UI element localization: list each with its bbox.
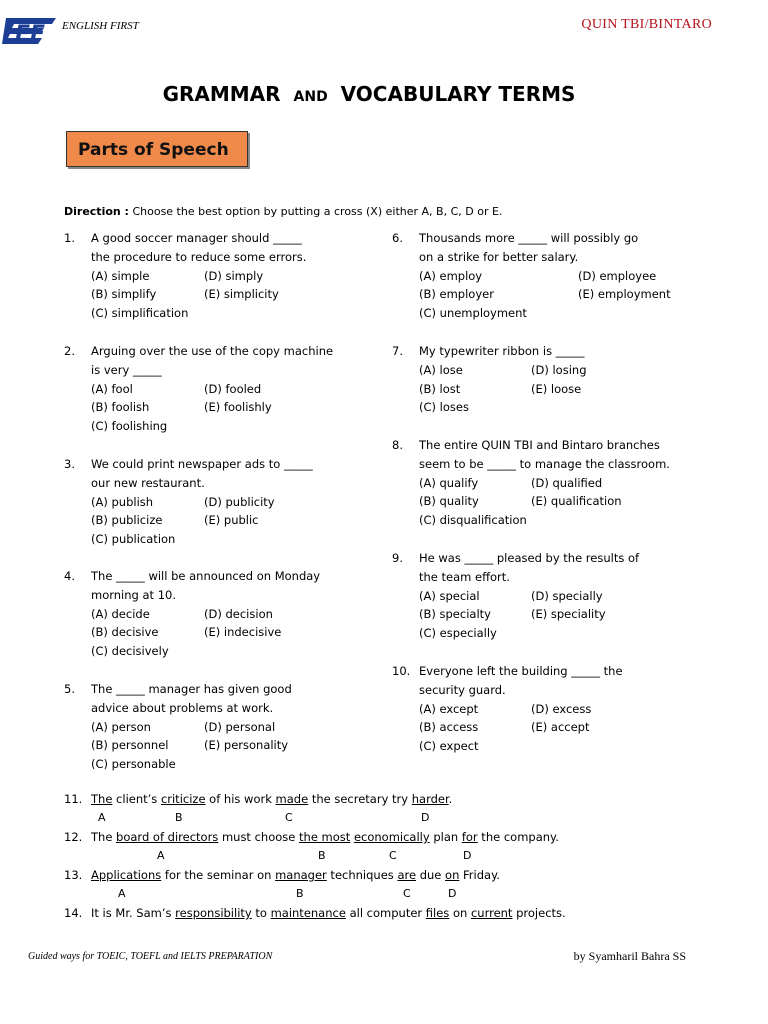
- question-2: [64, 342, 374, 472]
- question-stem-line: My typewriter ribbon is _____: [419, 344, 585, 358]
- item-number: 11.: [64, 792, 83, 806]
- answer-option[interactable]: (A) simple: [91, 268, 150, 283]
- question-number: 3.: [64, 457, 75, 471]
- error-option-letter[interactable]: D: [421, 811, 430, 824]
- answer-option[interactable]: (A) publish: [91, 494, 154, 509]
- error-item-13: [64, 868, 500, 882]
- error-item-14: [64, 906, 566, 920]
- sentence-segment: all computer: [345, 906, 426, 920]
- question-stem-line: our new restaurant.: [91, 475, 205, 490]
- error-option-letter[interactable]: C: [389, 849, 397, 862]
- sentence-segment: client’s: [112, 792, 161, 806]
- answer-option[interactable]: (C) expect: [419, 739, 479, 754]
- direction-body: Choose the best option by putting a cross (X) either A, B, C, D or E.: [132, 205, 503, 218]
- underlined-segment[interactable]: economically: [353, 830, 430, 844]
- answer-option[interactable]: (C) unemployment: [419, 306, 527, 321]
- question-stem-line: morning at 10.: [91, 587, 176, 602]
- question-number: 4.: [64, 569, 75, 583]
- question-stem-line: He was _____ pleased by the results of: [419, 551, 640, 565]
- error-option-letter[interactable]: A: [157, 849, 165, 862]
- answer-option[interactable]: (B) simplify: [91, 287, 157, 302]
- answer-option[interactable]: (A) lose: [419, 362, 463, 377]
- question-stem-line: on a strike for better salary.: [419, 249, 579, 264]
- underlined-segment[interactable]: the most: [299, 830, 351, 844]
- underlined-segment[interactable]: maintenance: [270, 906, 346, 920]
- underlined-segment[interactable]: responsibility: [175, 906, 252, 920]
- sentence-segment: due: [416, 868, 446, 882]
- answer-option[interactable]: (B) lost: [419, 381, 461, 396]
- answer-option[interactable]: (E) public: [204, 513, 259, 528]
- error-option-letter[interactable]: B: [296, 887, 304, 900]
- answer-option[interactable]: (E) indecisive: [204, 625, 282, 640]
- answer-option[interactable]: (B) employer: [419, 287, 494, 302]
- item-number: 13.: [64, 868, 83, 882]
- sentence-segment: for the seminar on: [161, 868, 276, 882]
- underlined-segment[interactable]: harder: [411, 792, 449, 806]
- question-stem-line: A good soccer manager should _____: [91, 231, 302, 245]
- answer-option[interactable]: (C) loses: [419, 400, 469, 415]
- answer-option[interactable]: (C) personable: [91, 757, 176, 772]
- question-1: [64, 229, 374, 359]
- answer-option[interactable]: (D) employee: [578, 268, 657, 283]
- question-number: 5.: [64, 682, 75, 696]
- sentence-segment: projects.: [512, 906, 566, 920]
- answer-option[interactable]: (A) qualify: [419, 475, 479, 490]
- error-option-letter[interactable]: A: [118, 887, 126, 900]
- sentence-segment: techniques: [326, 868, 398, 882]
- sentence-segment: .: [448, 792, 453, 806]
- sentence-segment: Friday.: [459, 868, 500, 882]
- title-and: AND: [293, 89, 328, 105]
- underlined-segment[interactable]: criticize: [160, 792, 206, 806]
- answer-option[interactable]: (B) foolish: [91, 400, 150, 415]
- answer-option[interactable]: (C) publication: [91, 532, 176, 547]
- underlined-segment[interactable]: made: [275, 792, 309, 806]
- error-option-letter[interactable]: B: [318, 849, 326, 862]
- error-item-12: [64, 830, 559, 844]
- answer-option[interactable]: (C) foolishing: [91, 419, 168, 434]
- sentence-segment: to: [251, 906, 271, 920]
- question-number: 7.: [392, 344, 403, 358]
- question-stem-line: is very _____: [91, 362, 162, 377]
- answer-option[interactable]: (E) foolishly: [204, 400, 272, 415]
- answer-option[interactable]: (D) losing: [531, 362, 587, 377]
- answer-option[interactable]: (E) simplicity: [204, 287, 279, 302]
- underlined-segment[interactable]: manager: [275, 868, 327, 882]
- sentence-segment: It is Mr. Sam’s: [91, 906, 176, 920]
- question-stem-line: advice about problems at work.: [91, 700, 274, 715]
- answer-option[interactable]: (A) decide: [91, 606, 150, 621]
- answer-option[interactable]: (D) personal: [204, 719, 276, 734]
- sentence-segment: the company.: [477, 830, 559, 844]
- answer-option[interactable]: (B) access: [419, 720, 479, 735]
- question-3: [64, 455, 374, 585]
- item-number: 14.: [64, 906, 83, 920]
- question-6: [392, 229, 702, 359]
- answer-option[interactable]: (A) except: [419, 701, 479, 716]
- question-number: 9.: [392, 551, 403, 565]
- answer-option[interactable]: (D) specially: [531, 588, 603, 603]
- error-option-letter[interactable]: D: [448, 887, 457, 900]
- answer-option[interactable]: (C) simplification: [91, 306, 189, 321]
- question-number: 1.: [64, 231, 75, 245]
- item-number: 12.: [64, 830, 83, 844]
- question-stem-line: the team effort.: [419, 569, 510, 584]
- sentence-segment: the secretary try: [308, 792, 412, 806]
- underlined-segment[interactable]: Applications: [91, 868, 162, 882]
- answer-option[interactable]: (B) quality: [419, 494, 479, 509]
- underlined-segment[interactable]: files: [425, 906, 450, 920]
- answer-option[interactable]: (E) accept: [531, 720, 590, 735]
- footer-tagline: Guided ways for TOEIC, TOEFL and IELTS PREPARATION: [28, 951, 273, 962]
- question-stem-line: Everyone left the building _____ the: [419, 664, 623, 678]
- answer-option[interactable]: (D) decision: [204, 606, 273, 621]
- sentence-segment: of his work: [205, 792, 276, 806]
- question-stem-line: security guard.: [419, 682, 506, 697]
- question-stem-line: Arguing over the use of the copy machine: [91, 344, 334, 358]
- question-number: 8.: [392, 438, 403, 452]
- error-option-letter[interactable]: D: [463, 849, 472, 862]
- answer-option[interactable]: (E) loose: [531, 381, 582, 396]
- question-stem-line: The entire QUIN TBI and Bintaro branches: [419, 438, 660, 452]
- question-9: [392, 549, 702, 679]
- question-4: [64, 567, 374, 697]
- answer-option[interactable]: (C) decisively: [91, 644, 169, 659]
- branch-name: QUIN TBI/BINTARO: [581, 17, 712, 32]
- answer-option[interactable]: (E) employment: [578, 287, 671, 302]
- question-number: 2.: [64, 344, 75, 358]
- underlined-segment[interactable]: The: [91, 792, 113, 806]
- question-number: 6.: [392, 231, 403, 245]
- answer-option[interactable]: (A) special: [419, 588, 480, 603]
- answer-option[interactable]: (D) simply: [204, 268, 264, 283]
- answer-option[interactable]: (A) employ: [419, 268, 483, 283]
- error-option-letter[interactable]: C: [403, 887, 411, 900]
- error-option-letter[interactable]: C: [285, 811, 293, 824]
- brand-name: ENGLISH FIRST: [62, 20, 139, 32]
- answer-option[interactable]: (A) fool: [91, 381, 133, 396]
- question-5: [64, 680, 374, 810]
- direction-label: Direction :: [64, 205, 129, 218]
- answer-option[interactable]: (B) specialty: [419, 607, 491, 622]
- answer-option[interactable]: (E) qualification: [531, 494, 622, 509]
- title-right: VOCABULARY TERMS: [340, 82, 576, 106]
- answer-option[interactable]: (B) decisive: [91, 625, 159, 640]
- sentence-segment: on: [449, 906, 471, 920]
- sentence-segment: plan: [429, 830, 462, 844]
- answer-option[interactable]: (B) personnel: [91, 738, 169, 753]
- answer-option[interactable]: (D) publicity: [204, 494, 275, 509]
- error-option-letter[interactable]: B: [175, 811, 183, 824]
- answer-option[interactable]: (A) person: [91, 719, 151, 734]
- page-title: [0, 82, 738, 106]
- underlined-segment[interactable]: current: [470, 906, 513, 920]
- question-8: [392, 436, 702, 566]
- question-10: [392, 662, 702, 792]
- answer-option[interactable]: (C) disqualification: [419, 513, 527, 528]
- answer-option[interactable]: (E) speciality: [531, 607, 606, 622]
- answer-option[interactable]: (D) excess: [531, 701, 592, 716]
- sentence-segment: The: [91, 830, 117, 844]
- footer-author: by Syamharil Bahra SS: [573, 949, 686, 963]
- sentence-segment: must choose: [218, 830, 300, 844]
- question-number: 10.: [392, 664, 411, 678]
- question-stem-line: We could print newspaper ads to _____: [91, 457, 313, 471]
- question-stem-line: Thousands more _____ will possibly go: [419, 231, 639, 245]
- question-stem-line: seem to be _____ to manage the classroom.: [419, 456, 670, 471]
- question-stem-line: the procedure to reduce some errors.: [91, 249, 307, 264]
- underlined-segment[interactable]: board of directors: [116, 830, 219, 844]
- direction-text: [64, 205, 502, 218]
- question-stem-line: The _____ manager has given good: [91, 682, 292, 696]
- ef-logo-text: EF: [15, 22, 46, 47]
- underlined-segment[interactable]: on: [445, 868, 460, 882]
- section-title: Parts of Speech: [78, 140, 229, 160]
- answer-option[interactable]: (B) publicize: [91, 513, 163, 528]
- error-option-letter[interactable]: A: [98, 811, 106, 824]
- title-left: GRAMMAR: [162, 82, 281, 106]
- answer-option[interactable]: (C) especially: [419, 626, 497, 641]
- error-item-11: [64, 792, 452, 806]
- ef-logo: [2, 14, 60, 48]
- answer-option[interactable]: (D) fooled: [204, 381, 262, 396]
- underlined-segment[interactable]: for: [461, 830, 478, 844]
- underlined-segment[interactable]: are: [397, 868, 417, 882]
- question-stem-line: The _____ will be announced on Monday: [91, 569, 321, 583]
- answer-option[interactable]: (E) personality: [204, 738, 289, 753]
- answer-option[interactable]: (D) qualified: [531, 475, 603, 490]
